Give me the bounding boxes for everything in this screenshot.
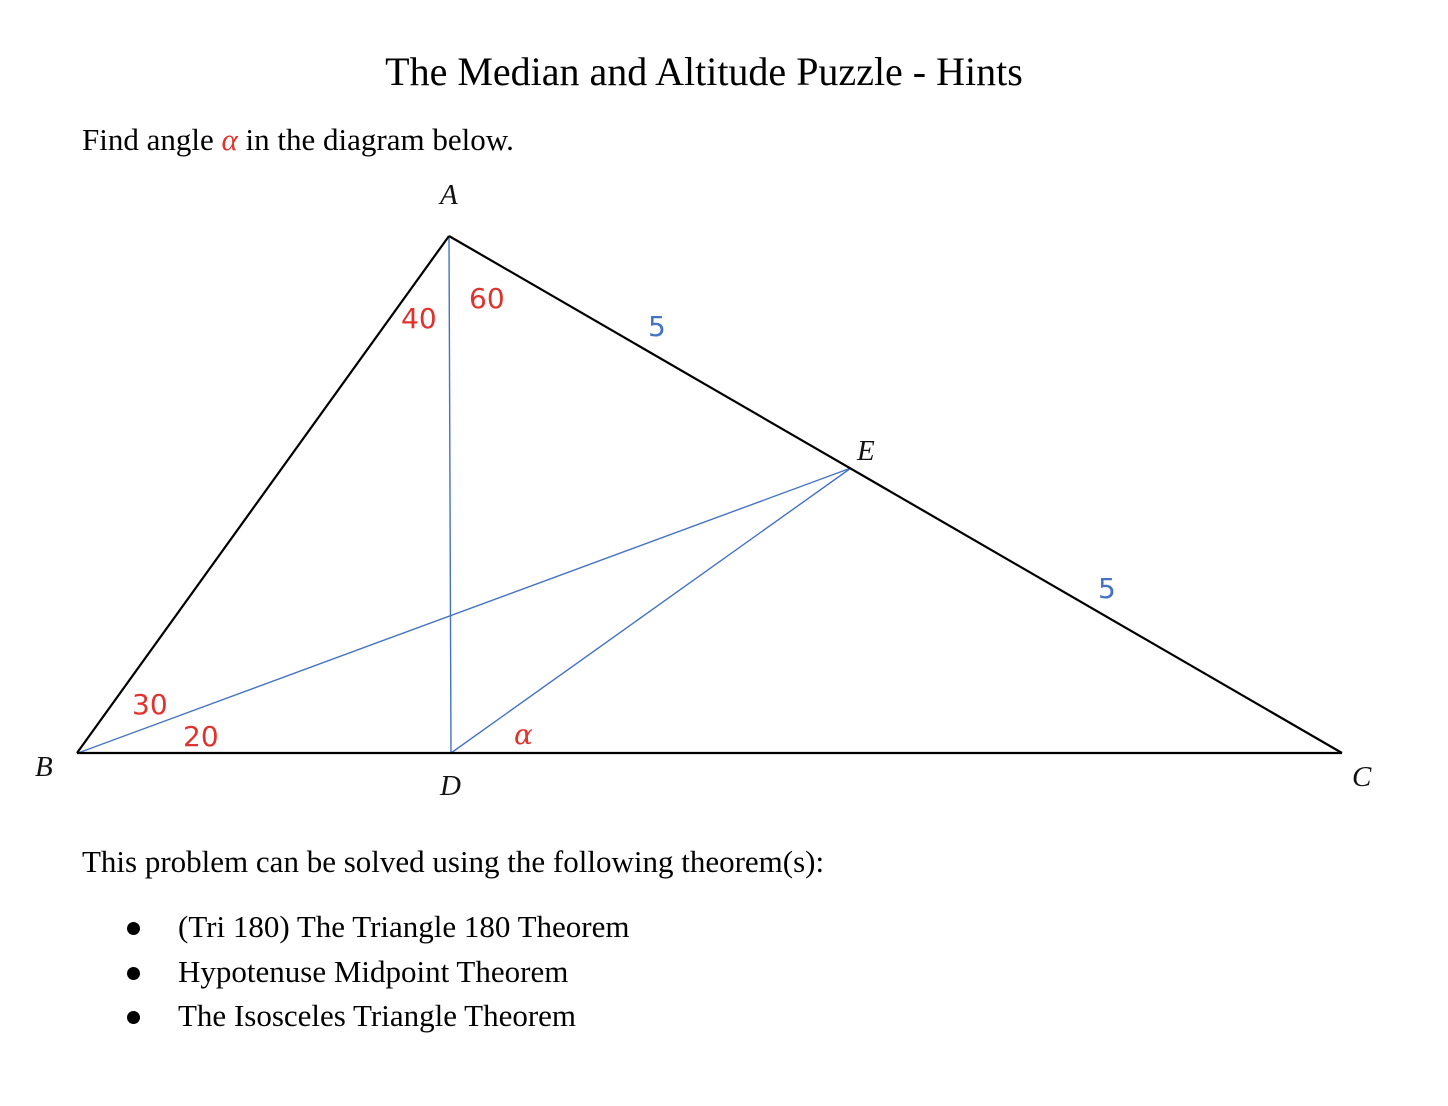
median-BE xyxy=(78,468,851,753)
bullet-icon xyxy=(127,922,140,935)
point-label-E: E xyxy=(857,435,875,467)
prompt-text-before: Find angle xyxy=(82,122,214,157)
angle-label-EBD: 20 xyxy=(183,720,219,753)
side-AC xyxy=(449,236,1342,753)
side-AB xyxy=(77,236,449,753)
point-label-A: A xyxy=(440,179,458,211)
bullet-icon xyxy=(127,967,140,980)
segment-DE xyxy=(451,468,851,753)
length-label-EC: 5 xyxy=(1098,572,1116,605)
theorem-text: (Tri 180) The Triangle 180 Theorem xyxy=(178,909,630,944)
page-title: The Median and Altitude Puzzle - Hints xyxy=(385,49,1023,94)
prompt-text-after: in the diagram below. xyxy=(245,122,514,157)
altitude-AD xyxy=(449,236,451,753)
angle-label-DAC: 60 xyxy=(469,282,505,315)
angle-label-BAD: 40 xyxy=(401,302,437,335)
point-label-B: B xyxy=(35,751,53,783)
list-item xyxy=(126,905,630,950)
bullet-icon xyxy=(127,1011,140,1024)
point-label-D: D xyxy=(440,770,461,802)
list-item xyxy=(126,994,630,1039)
theorem-text: The Isosceles Triangle Theorem xyxy=(178,998,577,1033)
theorem-list xyxy=(126,905,630,1039)
angle-label-ABE: 30 xyxy=(132,688,168,721)
point-label-C: C xyxy=(1352,761,1372,793)
theorem-text: Hypotenuse Midpoint Theorem xyxy=(178,953,569,989)
prompt-alpha-symbol: α xyxy=(221,122,238,157)
length-label-AE: 5 xyxy=(648,310,666,343)
angle-label-alpha: α xyxy=(514,718,533,751)
list-item xyxy=(126,950,630,995)
theorems-intro: This problem can be solved using the following theorem(s): xyxy=(82,844,825,879)
